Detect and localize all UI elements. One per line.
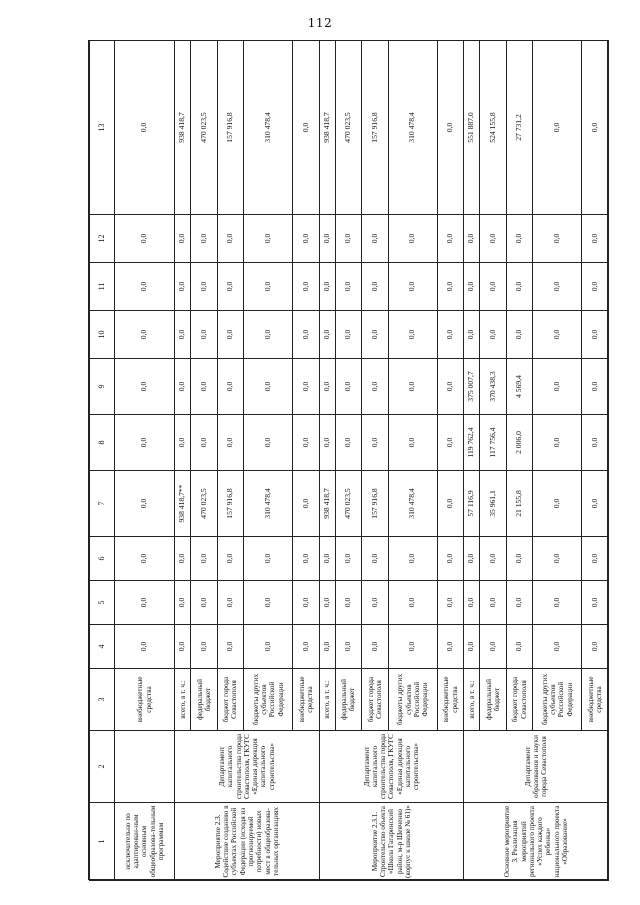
column-header-9: 9: [90, 359, 115, 415]
responsible-executor-cell: Департамент капитального строительства города Севастополя, ГКУГС «Единая дирекция капитального строительства»: [319, 731, 464, 803]
value-cell: 0,0: [437, 311, 464, 359]
value-cell: 0,0: [244, 311, 293, 359]
value-cell: 470 023,5: [335, 471, 362, 537]
column-header-2: 2: [90, 731, 115, 803]
value-cell: 0,0: [533, 625, 582, 669]
value-cell: 0,0: [388, 537, 437, 581]
value-cell: 0,0: [464, 263, 480, 311]
funding-source-cell: всего, в т. ч.:: [464, 669, 480, 731]
value-cell: 0,0: [293, 41, 320, 215]
funding-source-cell: федеральный бюджет: [335, 669, 362, 731]
value-cell: 0,0: [319, 625, 335, 669]
column-header-12: 12: [90, 215, 115, 263]
funding-source-cell: бюджет города Севастополя: [362, 669, 389, 731]
value-cell: 0,0: [437, 625, 464, 669]
value-cell: 551 887,0: [464, 41, 480, 215]
value-cell: 21 155,8: [506, 471, 533, 537]
value-cell: 0,0: [217, 537, 244, 581]
value-cell: 0,0: [191, 359, 218, 415]
value-cell: 0,0: [335, 625, 362, 669]
value-cell: 0,0: [582, 471, 609, 537]
responsible-executor-cell: [115, 731, 175, 803]
value-cell: 0,0: [437, 471, 464, 537]
value-cell: 157 916,8: [362, 471, 389, 537]
funding-source-cell: внебюджетные средства: [582, 669, 609, 731]
page-number: 112: [307, 16, 333, 30]
column-header-6: 6: [90, 537, 115, 581]
column-header-10: 10: [90, 311, 115, 359]
value-cell: 0,0: [362, 625, 389, 669]
column-header-11: 11: [90, 263, 115, 311]
value-cell: 0,0: [480, 215, 507, 263]
value-cell: 157 916,8: [362, 41, 389, 215]
financing-table: [89, 40, 609, 881]
value-cell: 0,0: [437, 415, 464, 471]
funding-source-cell: бюджеты других субъектов Российской Федерации: [533, 669, 582, 731]
value-cell: 0,0: [115, 581, 175, 625]
value-cell: 0,0: [293, 215, 320, 263]
value-cell: 0,0: [217, 359, 244, 415]
value-cell: 0,0: [175, 311, 191, 359]
value-cell: 0,0: [335, 537, 362, 581]
funding-source-cell: федеральный бюджет: [480, 669, 507, 731]
value-cell: 0,0: [362, 215, 389, 263]
value-cell: 0,0: [464, 311, 480, 359]
value-cell: 310 478,4: [388, 471, 437, 537]
value-cell: 0,0: [437, 263, 464, 311]
value-cell: 0,0: [319, 581, 335, 625]
value-cell: 157 916,8: [217, 471, 244, 537]
value-cell: 938 418,7: [319, 41, 335, 215]
value-cell: 0,0: [293, 625, 320, 669]
value-cell: 0,0: [506, 625, 533, 669]
value-cell: 0,0: [244, 263, 293, 311]
value-cell: 0,0: [115, 311, 175, 359]
value-cell: 157 916,8: [217, 41, 244, 215]
value-cell: 0,0: [362, 581, 389, 625]
value-cell: 470 023,5: [335, 41, 362, 215]
value-cell: 0,0: [217, 215, 244, 263]
value-cell: 0,0: [437, 359, 464, 415]
activity-name-cell: Основное мероприятие 3. Реализация мероприятий регионального проекта «Успех каждого ребенка» национального проекта «Образование»: [464, 803, 609, 881]
value-cell: 0,0: [115, 359, 175, 415]
table-row: [115, 41, 175, 881]
value-cell: 938 418,7: [175, 41, 191, 215]
funding-source-cell: бюджет города Севастополя: [506, 669, 533, 731]
value-cell: 0,0: [335, 311, 362, 359]
value-cell: 0,0: [244, 415, 293, 471]
value-cell: 375 007,7: [464, 359, 480, 415]
value-cell: 0,0: [191, 625, 218, 669]
value-cell: 0,0: [533, 263, 582, 311]
value-cell: 0,0: [582, 581, 609, 625]
column-header-13: 13: [90, 41, 115, 215]
value-cell: 0,0: [533, 471, 582, 537]
value-cell: 0,0: [244, 359, 293, 415]
rotated-table-wrapper: [89, 41, 609, 881]
value-cell: 0,0: [464, 581, 480, 625]
value-cell: 0,0: [335, 215, 362, 263]
value-cell: 310 478,4: [388, 41, 437, 215]
value-cell: 0,0: [244, 537, 293, 581]
value-cell: 0,0: [437, 581, 464, 625]
value-cell: 0,0: [362, 263, 389, 311]
column-header-1: 1: [90, 803, 115, 881]
value-cell: 0,0: [388, 215, 437, 263]
value-cell: 0,0: [388, 359, 437, 415]
table-frame: [88, 40, 608, 880]
value-cell: 0,0: [506, 581, 533, 625]
funding-source-cell: внебюджетные средства: [437, 669, 464, 731]
value-cell: 0,0: [480, 263, 507, 311]
value-cell: 0,0: [335, 415, 362, 471]
value-cell: 0,0: [533, 537, 582, 581]
value-cell: 0,0: [319, 537, 335, 581]
value-cell: 0,0: [319, 359, 335, 415]
value-cell: 0,0: [244, 625, 293, 669]
value-cell: 524 155,8: [480, 41, 507, 215]
funding-source-cell: бюджеты других субъектов Российской Федерации: [244, 669, 293, 731]
value-cell: 0,0: [362, 359, 389, 415]
value-cell: 0,0: [293, 359, 320, 415]
value-cell: 119 762,4: [464, 415, 480, 471]
value-cell: 0,0: [115, 415, 175, 471]
value-cell: 0,0: [115, 625, 175, 669]
value-cell: 470 023,5: [191, 41, 218, 215]
value-cell: 0,0: [464, 537, 480, 581]
value-cell: 0,0: [293, 537, 320, 581]
funding-source-cell: внебюджетные средства: [293, 669, 320, 731]
value-cell: 0,0: [533, 359, 582, 415]
value-cell: 0,0: [293, 311, 320, 359]
column-header-7: 7: [90, 471, 115, 537]
value-cell: 0,0: [533, 581, 582, 625]
value-cell: 0,0: [115, 263, 175, 311]
value-cell: 35 961,1: [480, 471, 507, 537]
funding-source-cell: внебюджетные средства: [115, 669, 175, 731]
value-cell: 0,0: [506, 311, 533, 359]
responsible-executor-cell: Департамент капитального строительства города Севастополя, ГКУГС «Единая дирекция капитального строительства»: [175, 731, 320, 803]
value-cell: 0,0: [437, 215, 464, 263]
value-cell: 0,0: [191, 581, 218, 625]
value-cell: 0,0: [582, 215, 609, 263]
value-cell: 0,0: [506, 263, 533, 311]
value-cell: 0,0: [191, 311, 218, 359]
column-header-4: 4: [90, 625, 115, 669]
value-cell: 0,0: [582, 625, 609, 669]
value-cell: 0,0: [388, 263, 437, 311]
value-cell: 938 418,7**: [175, 471, 191, 537]
table-body: [115, 41, 609, 881]
header-row: [90, 41, 115, 881]
value-cell: 0,0: [362, 311, 389, 359]
table-row: [464, 41, 480, 881]
value-cell: 0,0: [533, 215, 582, 263]
value-cell: 0,0: [582, 359, 609, 415]
value-cell: 0,0: [362, 537, 389, 581]
value-cell: 0,0: [319, 415, 335, 471]
funding-source-cell: бюджеты других субъектов Российской Федерации: [388, 669, 437, 731]
value-cell: 0,0: [191, 215, 218, 263]
value-cell: 938 418,7: [319, 471, 335, 537]
funding-source-cell: бюджет города Севастополя: [217, 669, 244, 731]
value-cell: 0,0: [293, 415, 320, 471]
value-cell: 0,0: [244, 581, 293, 625]
value-cell: 0,0: [335, 359, 362, 415]
value-cell: 0,0: [506, 215, 533, 263]
value-cell: 0,0: [217, 581, 244, 625]
funding-source-cell: федеральный бюджет: [191, 669, 218, 731]
value-cell: 0,0: [582, 311, 609, 359]
value-cell: 0,0: [388, 625, 437, 669]
value-cell: 470 023,5: [191, 471, 218, 537]
column-header-5: 5: [90, 581, 115, 625]
value-cell: 0,0: [582, 415, 609, 471]
value-cell: 370 438,3: [480, 359, 507, 415]
value-cell: 0,0: [319, 311, 335, 359]
value-cell: 0,0: [217, 415, 244, 471]
value-cell: 0,0: [480, 581, 507, 625]
value-cell: 0,0: [217, 311, 244, 359]
value-cell: 0,0: [175, 263, 191, 311]
funding-source-cell: всего, в т. ч.:: [175, 669, 191, 731]
activity-name-cell: исключительно по адаптирован-ным основным общеобразова-тельным программам: [115, 803, 175, 881]
value-cell: 0,0: [293, 581, 320, 625]
value-cell: 0,0: [115, 537, 175, 581]
activity-name-cell: Мероприятие 2.3. Содействие созданию в субъектах Российской Федерации (исходя из прогнозируемой потребности) новых мест в общеобразова-тельных организациях: [175, 803, 320, 881]
value-cell: 57 116,9: [464, 471, 480, 537]
value-cell: 0,0: [115, 471, 175, 537]
value-cell: 0,0: [115, 215, 175, 263]
value-cell: 0,0: [480, 625, 507, 669]
value-cell: 0,0: [533, 311, 582, 359]
value-cell: 27 731,2: [506, 41, 533, 215]
value-cell: 0,0: [582, 537, 609, 581]
value-cell: 0,0: [175, 537, 191, 581]
value-cell: 117 756,4: [480, 415, 507, 471]
value-cell: 0,0: [582, 263, 609, 311]
value-cell: 0,0: [175, 625, 191, 669]
value-cell: 0,0: [293, 263, 320, 311]
activity-name-cell: Мероприятие 2.3.1. Строительство объекта «Школа Гагаринский район, м-р Шевченко (корпус к школе № 61)»: [319, 803, 464, 881]
responsible-executor-cell: Департамент образования и науки города Севастополя: [464, 731, 609, 803]
value-cell: 0,0: [480, 311, 507, 359]
value-cell: 0,0: [175, 359, 191, 415]
value-cell: 310 478,4: [244, 41, 293, 215]
value-cell: 0,0: [480, 537, 507, 581]
value-cell: 0,0: [533, 41, 582, 215]
value-cell: 0,0: [506, 537, 533, 581]
value-cell: 0,0: [191, 263, 218, 311]
value-cell: 0,0: [217, 625, 244, 669]
value-cell: 0,0: [319, 263, 335, 311]
value-cell: 0,0: [335, 581, 362, 625]
value-cell: 0,0: [217, 263, 244, 311]
value-cell: 0,0: [388, 311, 437, 359]
value-cell: 4 569,4: [506, 359, 533, 415]
value-cell: 0,0: [388, 581, 437, 625]
value-cell: 0,0: [582, 41, 609, 215]
funding-source-cell: всего, в т. ч.:: [319, 669, 335, 731]
value-cell: 0,0: [191, 415, 218, 471]
value-cell: 0,0: [437, 41, 464, 215]
column-header-3: 3: [90, 669, 115, 731]
value-cell: 2 006,0: [506, 415, 533, 471]
value-cell: 0,0: [319, 215, 335, 263]
table-row: [175, 41, 191, 881]
value-cell: 0,0: [533, 415, 582, 471]
table-row: [319, 41, 335, 881]
value-cell: 0,0: [244, 215, 293, 263]
value-cell: 0,0: [464, 625, 480, 669]
value-cell: 0,0: [115, 41, 175, 215]
value-cell: 0,0: [191, 537, 218, 581]
value-cell: 0,0: [175, 415, 191, 471]
value-cell: 0,0: [362, 415, 389, 471]
value-cell: 0,0: [464, 215, 480, 263]
value-cell: 310 478,4: [244, 471, 293, 537]
value-cell: 0,0: [175, 581, 191, 625]
value-cell: 0,0: [388, 415, 437, 471]
value-cell: 0,0: [293, 471, 320, 537]
value-cell: 0,0: [175, 215, 191, 263]
value-cell: 0,0: [335, 263, 362, 311]
column-header-8: 8: [90, 415, 115, 471]
value-cell: 0,0: [437, 537, 464, 581]
